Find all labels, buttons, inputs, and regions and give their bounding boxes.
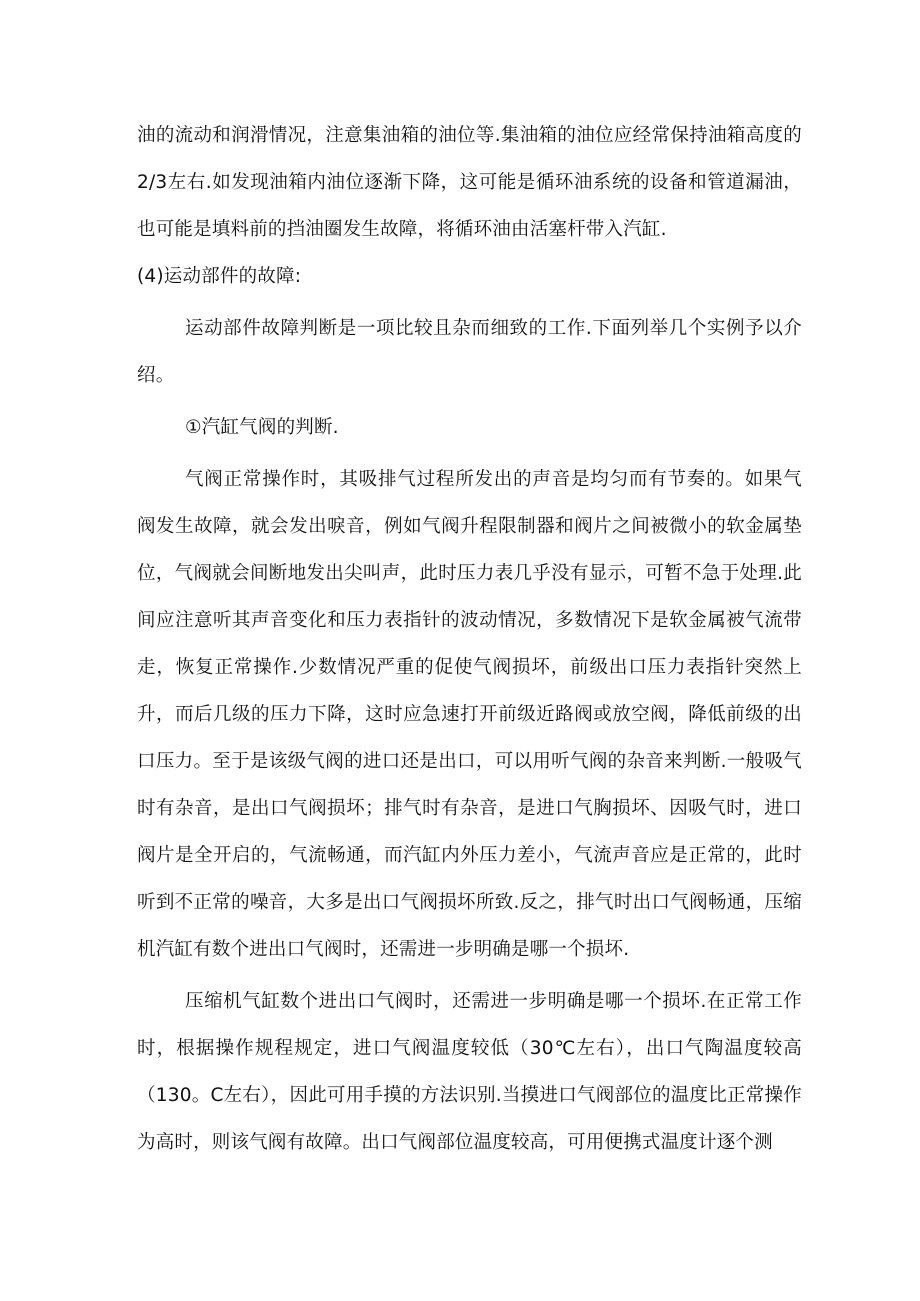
paragraph-lubrication: 油的流动和润滑情况，注意集油箱的油位等.集油箱的油位应经常保持油箱高度的2/3左右.如发现油箱内油位逐渐下降，这可能是循环油系统的设备和管道漏油，也可能是填料前的挡油圈发生故障，将循环油由活塞杆带入汽缸. <box>137 125 802 240</box>
paragraph-valve-sound: 气阀正常操作时，其吸排气过程所发出的声音是均匀而有节奏的。如果气阀发生故障，就会发出唳音，例如气阀升程限制器和阀片之间被微小的软金属垫位，气阀就会间断地发出尖叫声，此时压力表几乎没有显示，可暂不急于处理.此间应注意听其声音变化和压力表指针的波动情况，多数情况下是软金属被气流带走，恢复正常操作.少数情况严重的促使气阀损坏，前级出口压力表指针突然上升，而后几级的压力下降，这时应急速打开前级近路阀或放空阀，降低前级的出口压力。至于是该级气阀的进口还是出口，可以用听气阀的杂音来判断.一般吸气时有杂音，是出口气阀损坏；排气时有杂音，是进口气胸损坏、因吸气时，进口阀片是全开启的，气流畅通，而汽缸内外压力差小，气流声音应是正常的，此时听到不正常的噪音，大多是出口气阀损坏所致.反之，排气时出口气阀畅通，压缩机汽缸有数个进出口气阀时，还需进一步明确是哪一个损坏. <box>137 469 802 960</box>
section-heading-moving-parts: (4)运动部件的故障: <box>137 266 302 287</box>
document-body <box>137 112 802 1166</box>
subheading-cylinder-valve: ①汽缸气阀的判断. <box>185 417 339 438</box>
paragraph-moving-parts-intro: 运动部件故障判断是一项比较且杂而细致的工作.下面列举几个实例予以介绍。 <box>137 318 802 386</box>
paragraph-valve-temperature: 压缩机气缸数个进出口气阀时，还需进一步明确是哪一个损坏.在正常工作时，根据操作规程规定，进口气阀温度较低（30℃左右），出口气陶温度较高（130。C左右），因此可用手摸的方法识别.当摸进口气阀部位的温度比正常操作为高时，则该气阀有故障。出口气阀部位温度较高，可用便携式温度计逐个测 <box>137 991 802 1153</box>
